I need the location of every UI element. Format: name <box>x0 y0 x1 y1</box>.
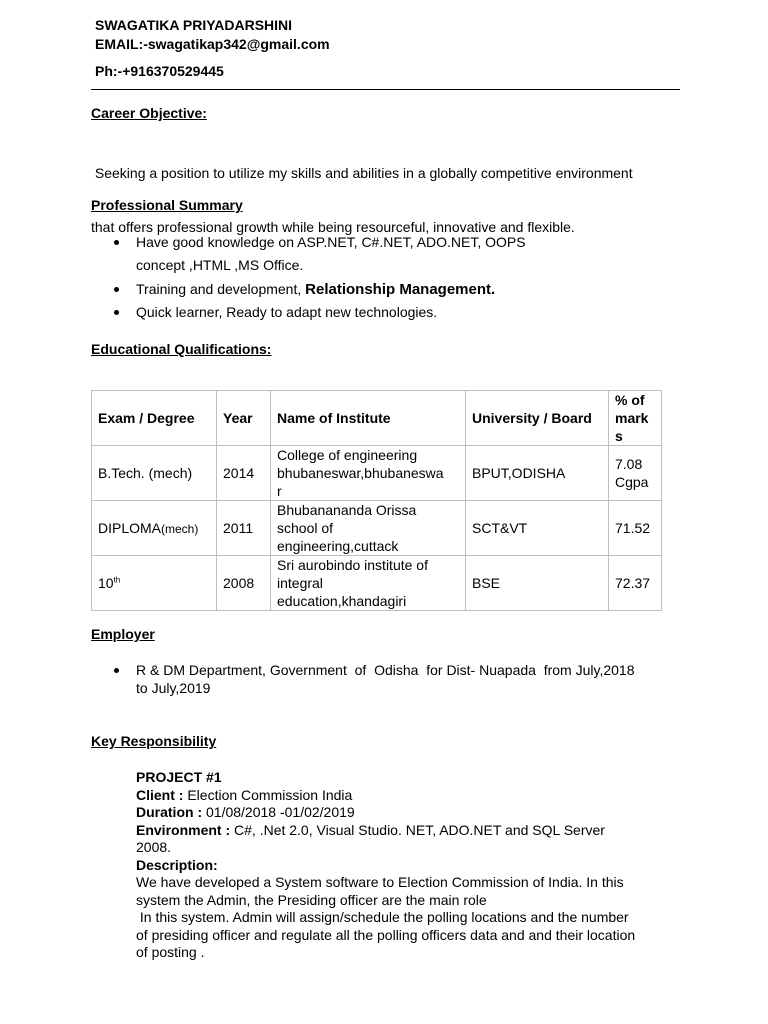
client-value: Election Commission India <box>187 786 353 803</box>
description-line: of posting . <box>136 944 205 960</box>
summary-text: Training and development, <box>136 281 306 297</box>
cell-line: school of <box>277 520 334 536</box>
key-responsibility-heading: Key Responsibility <box>91 733 217 749</box>
header-line: mark <box>615 410 649 426</box>
table-cell <box>92 501 217 556</box>
duration-value: 01/08/2018 -01/02/2019 <box>206 804 355 820</box>
description-label: Description: <box>136 856 218 873</box>
description-line: of presiding officer and regulate all the polling officers data and and their location <box>136 926 636 943</box>
table-cell: B.Tech. (mech) <box>92 446 217 501</box>
table-cell <box>609 446 662 501</box>
header-line: % of <box>615 392 645 408</box>
table-cell: SCT&VT <box>466 501 609 556</box>
list-item <box>91 231 651 277</box>
summary-text: concept ,HTML ,MS Office. <box>136 257 304 273</box>
table-cell <box>271 501 466 556</box>
table-cell: 2011 <box>217 501 271 556</box>
summary-emphasis: Relationship Management. <box>305 281 496 298</box>
column-header: Exam / Degree <box>92 391 217 446</box>
duration-label: Duration : <box>136 804 206 820</box>
table-row <box>92 501 662 556</box>
list-item <box>91 278 651 301</box>
bullet-icon <box>114 240 119 245</box>
environment-value: 2008. <box>136 839 172 855</box>
column-header: Year <box>217 391 271 446</box>
table-row <box>92 556 662 611</box>
bullet-icon <box>114 287 119 292</box>
table-cell: BSE <box>466 556 609 611</box>
cell-text: (mech) <box>161 521 199 536</box>
table-cell: 72.37 <box>609 556 662 611</box>
environment-label: Environment : <box>136 821 235 838</box>
cell-line: r <box>277 483 282 499</box>
table-cell: 2008 <box>217 556 271 611</box>
cell-line: Sri aurobindo institute of <box>277 557 428 573</box>
header-divider <box>91 89 680 90</box>
project-block <box>136 769 696 962</box>
description-line: We have developed a System software to Election Commission of India. In this <box>136 874 624 890</box>
table-cell: 2014 <box>217 446 271 501</box>
environment-value: C#, .Net 2.0, Visual Studio. NET, ADO.NET and SQL Server <box>234 821 605 838</box>
cell-line: College of engineering <box>277 447 418 463</box>
phone: Ph:-+916370529445 <box>95 63 224 79</box>
cell-line: Bhubanananda Orissa <box>277 502 417 518</box>
employer-text: R & DM Department, Government of Odisha for Dist- Nuapada from July,2018 <box>136 662 635 678</box>
career-objective-line: that offers professional growth while being resourceful, innovative and flexible. <box>91 219 575 235</box>
project-title: PROJECT #1 <box>136 769 222 785</box>
employer-item <box>91 661 691 697</box>
table-cell <box>271 446 466 501</box>
professional-summary-heading: Professional Summary <box>91 197 243 213</box>
cell-line: bhubaneswar,bhubaneswa <box>277 465 444 481</box>
bullet-icon <box>114 310 119 315</box>
table-header-row <box>92 391 662 446</box>
cell-line: 7.08 <box>615 456 643 472</box>
career-objective-line: Seeking a position to utilize my skills and abilities in a globally competitive environment <box>91 165 633 181</box>
cell-line: Cgpa <box>615 474 649 490</box>
cell-line: engineering,cuttack <box>277 538 399 554</box>
cell-line: education,khandagiri <box>277 593 407 609</box>
cell-line: integral <box>277 575 323 591</box>
column-header <box>609 391 662 446</box>
summary-list <box>91 231 651 324</box>
education-heading: Educational Qualifications: <box>91 341 272 357</box>
bullet-icon <box>114 668 119 673</box>
table-cell: BPUT,ODISHA <box>466 446 609 501</box>
employer-text: to July,2019 <box>136 680 211 696</box>
description-line: system the Admin, the Presiding officer are the main role <box>136 891 487 908</box>
career-objective-heading: Career Objective: <box>91 105 207 121</box>
table-cell: 71.52 <box>609 501 662 556</box>
client-line <box>136 787 696 805</box>
cell-superscript: th <box>113 575 121 585</box>
email: EMAIL:-swagatikap342@gmail.com <box>95 36 330 52</box>
description-line: In this system. Admin will assign/schedule the polling locations and the number <box>136 909 629 925</box>
cell-text: 10 <box>98 575 114 591</box>
environment-line <box>136 822 696 840</box>
table-row <box>92 446 662 501</box>
list-item <box>91 301 651 324</box>
header-line: s <box>615 428 623 444</box>
employer-heading: Employer <box>91 626 155 642</box>
table-cell <box>92 556 217 611</box>
education-table <box>91 390 662 611</box>
summary-text: Have good knowledge on ASP.NET, C#.NET, ADO.NET, OOPS <box>136 234 526 250</box>
table-cell <box>271 556 466 611</box>
client-label: Client : <box>136 786 188 803</box>
cell-text: DIPLOMA <box>98 519 162 536</box>
summary-text: Quick learner, Ready to adapt new technologies. <box>136 304 438 320</box>
column-header: Name of Institute <box>271 391 466 446</box>
column-header: University / Board <box>466 391 609 446</box>
duration-line <box>136 804 696 822</box>
candidate-name: SWAGATIKA PRIYADARSHINI <box>95 17 293 33</box>
